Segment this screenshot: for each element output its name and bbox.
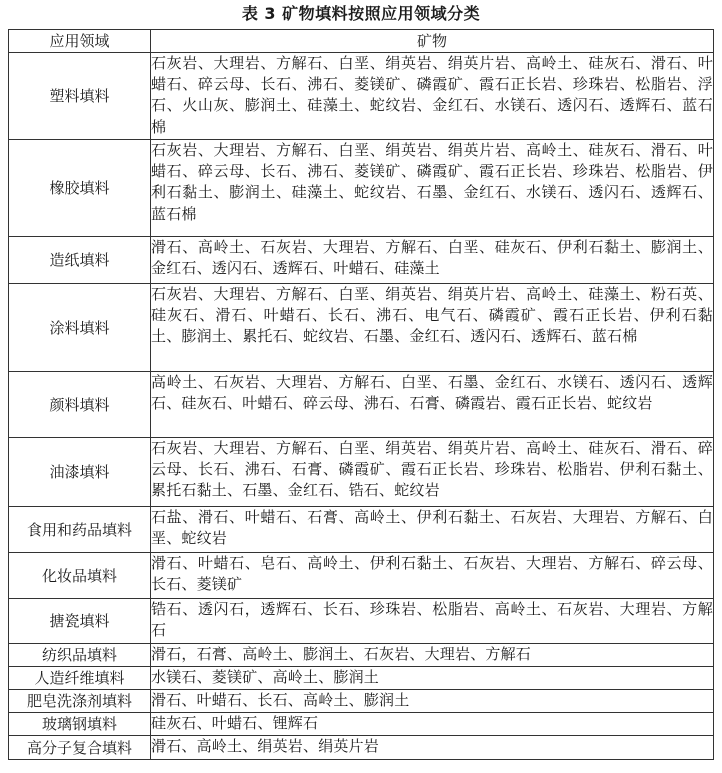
row-field: 玻璃钢填料 <box>9 713 151 736</box>
row-minerals: 滑石、高岭土、石灰岩、大理岩、方解石、白垩、硅灰石、伊利石黏土、膨润土、金红石、透闪石、透辉石、叶蜡石、硅藻土 <box>151 237 714 284</box>
row-minerals: 高岭土、石灰岩、大理岩、方解石、白垩、石墨、金红石、水镁石、透闪石、透辉石、硅灰石、叶蜡石、碎云母、沸石、石膏、磷霞岩、霞石正长岩、蛇纹岩 <box>151 372 714 438</box>
row-field: 塑料填料 <box>9 53 151 140</box>
row-field: 人造纤维填料 <box>9 667 151 690</box>
table-row <box>9 690 714 713</box>
table-row <box>9 599 714 644</box>
table-header-row <box>9 30 714 53</box>
row-minerals: 石盐、滑石、叶蜡石、石膏、高岭土、伊利石黏土、石灰岩、大理岩、方解石、白垩、蛇纹岩 <box>151 507 714 553</box>
row-minerals: 石灰岩、大理岩、方解石、白垩、绢英岩、绢英片岩、高岭土、硅灰石、滑石、碎云母、长石、沸石、石膏、磷霞矿、霞石正长岩、珍珠岩、松脂岩、伊利石黏土、累托石黏土、石墨、金红石、锆石、蛇纹岩 <box>151 438 714 507</box>
row-minerals: 石灰岩、大理岩、方解石、白垩、绢英岩、绢英片岩、高岭土、硅灰石、滑石、叶蜡石、碎云母、长石、沸石、菱镁矿、磷霞矿、霞石正长岩、珍珠岩、松脂岩、伊利石黏土、膨润土、硅藻土、蛇纹岩、石墨、金红石、水镁石、透闪石、透辉石、蓝石棉 <box>151 140 714 237</box>
row-field: 肥皂洗涤剂填料 <box>9 690 151 713</box>
table-row <box>9 284 714 372</box>
row-field: 造纸填料 <box>9 237 151 284</box>
table-row <box>9 736 714 760</box>
table-row <box>9 53 714 140</box>
row-minerals: 石灰岩、大理岩、方解石、白垩、绢英岩、绢英片岩、高岭土、硅灰石、滑石、叶蜡石、碎云母、长石、沸石、菱镁矿、磷霞矿、霞石正长岩、珍珠岩、松脂岩、浮石、火山灰、膨润土、硅藻土、蛇纹岩、金红石、水镁石、透闪石、透辉石、蓝石棉 <box>151 53 714 140</box>
header-application-field: 应用领域 <box>9 30 151 53</box>
row-field: 涂料填料 <box>9 284 151 372</box>
row-minerals: 滑石、高岭土、绢英岩、绢英片岩 <box>151 736 714 760</box>
row-field: 高分子复合填料 <box>9 736 151 760</box>
table-row <box>9 667 714 690</box>
row-minerals: 硅灰石、叶蜡石、锂辉石 <box>151 713 714 736</box>
row-minerals: 滑石、叶蜡石、长石、高岭土、膨润土 <box>151 690 714 713</box>
header-minerals: 矿物 <box>151 30 714 53</box>
row-minerals: 锆石、透闪石，透辉石、长石、珍珠岩、松脂岩、高岭土、石灰岩、大理岩、方解石 <box>151 599 714 644</box>
row-minerals: 水镁石、菱镁矿、高岭土、膨润土 <box>151 667 714 690</box>
table-caption: 表 3 矿物填料按照应用领域分类 <box>241 4 481 23</box>
table-row <box>9 553 714 599</box>
row-minerals: 石灰岩、大理岩、方解石、白垩、绢英岩、绢英片岩、高岭土、硅藻土、粉石英、硅灰石、滑石、叶蜡石、长石、沸石、电气石、磷霞矿、霞石正长岩、伊利石黏土、膨润土、累托石、蛇纹岩、石墨、金红石、透闪石、透辉石、蓝石棉 <box>151 284 714 372</box>
row-field: 搪瓷填料 <box>9 599 151 644</box>
table-row <box>9 713 714 736</box>
row-minerals: 滑石、叶蜡石、皂石、高岭土、伊利石黏土、石灰岩、大理岩、方解石、碎云母、长石、菱镁矿 <box>151 553 714 599</box>
row-field: 油漆填料 <box>9 438 151 507</box>
mineral-filler-table <box>8 29 714 760</box>
table-row <box>9 372 714 438</box>
row-field: 化妆品填料 <box>9 553 151 599</box>
row-field: 橡胶填料 <box>9 140 151 237</box>
row-field: 食用和药品填料 <box>9 507 151 553</box>
row-field: 颜料填料 <box>9 372 151 438</box>
table-row <box>9 237 714 284</box>
table-row <box>9 644 714 667</box>
table-row <box>9 507 714 553</box>
row-field: 纺织品填料 <box>9 644 151 667</box>
table-row <box>9 438 714 507</box>
row-minerals: 滑石，石膏、高岭土、膨润土、石灰岩、大理岩、方解石 <box>151 644 714 667</box>
table-row <box>9 140 714 237</box>
